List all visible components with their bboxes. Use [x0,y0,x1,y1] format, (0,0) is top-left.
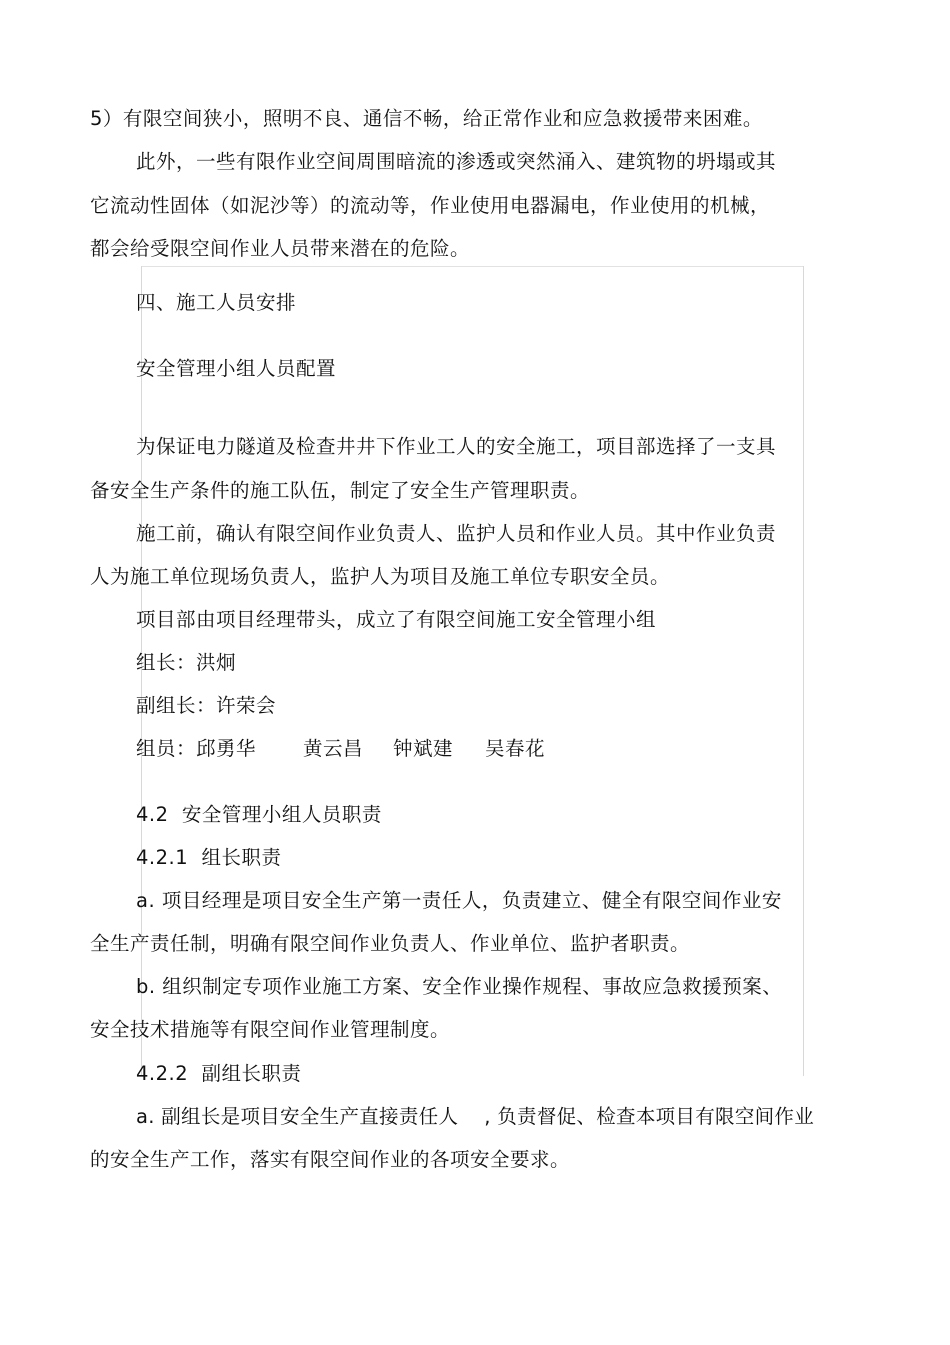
paragraph-line: 备安全生产条件的施工队伍，制定了安全生产管理职责。 [90,479,591,502]
paragraph-line: 施工前，确认有限空间作业负责人、监护人员和作业人员。其中作业负责 [136,522,777,545]
members-label: 组员：邱勇华 [136,737,257,760]
paragraph-line: 安全技术措施等有限空间作业管理制度。 [90,1018,451,1041]
paragraph-line: 人为施工单位现场负责人，监护人为项目及施工单位专职安全员。 [90,565,671,588]
paragraph-line: 为保证电力隧道及检查井井下作业工人的安全施工，项目部选择了一支具 [136,435,777,458]
paragraph-line: a. 副组长是项目安全生产直接责任人 , 负责督促、检查本项目有限空间作业 [136,1105,815,1128]
heading-4-2: 4.2 安全管理小组人员职责 [136,803,382,826]
paragraph-line: 的安全生产工作，落实有限空间作业的各项安全要求。 [90,1148,571,1171]
section-heading: 四、施工人员安排 [136,291,297,314]
member-name: 黄云昌 [303,737,364,760]
leader-line: 组长：洪炯 [136,651,237,674]
paragraph-line: b. 组织制定专项作业施工方案、安全作业操作规程、事故应急救援预案、 [136,975,783,998]
frame-border-right [803,266,804,1076]
frame-border-top [141,266,804,267]
member-name: 吴春花 [485,737,546,760]
heading-4-2-2: 4.2.2 副组长职责 [136,1062,302,1085]
paragraph-line: 5）有限空间狭小，照明不良、通信不畅，给正常作业和应急救援带来困难。 [90,107,763,130]
paragraph-line: 都会给受限空间作业人员带来潜在的危险。 [90,237,471,260]
paragraph-line: 项目部由项目经理带头，成立了有限空间施工安全管理小组 [136,608,657,631]
paragraph-line: a. 项目经理是项目安全生产第一责任人，负责建立、健全有限空间作业安 [136,889,782,912]
paragraph-line: 它流动性固体（如泥沙等）的流动等，作业使用电器漏电，作业使用的机械， [90,194,771,217]
member-name: 钟斌建 [393,737,454,760]
paragraph-line: 全生产责任制，明确有限空间作业负责人、作业单位、监护者职责。 [90,932,691,955]
members-line [136,736,256,762]
deputy-leader-line: 副组长：许荣会 [136,694,277,717]
paragraph-line: 此外，一些有限作业空间周围暗流的渗透或突然涌入、建筑物的坍塌或其 [136,150,777,173]
subsection-heading: 安全管理小组人员配置 [136,357,337,380]
heading-4-2-1: 4.2.1 组长职责 [136,846,282,869]
